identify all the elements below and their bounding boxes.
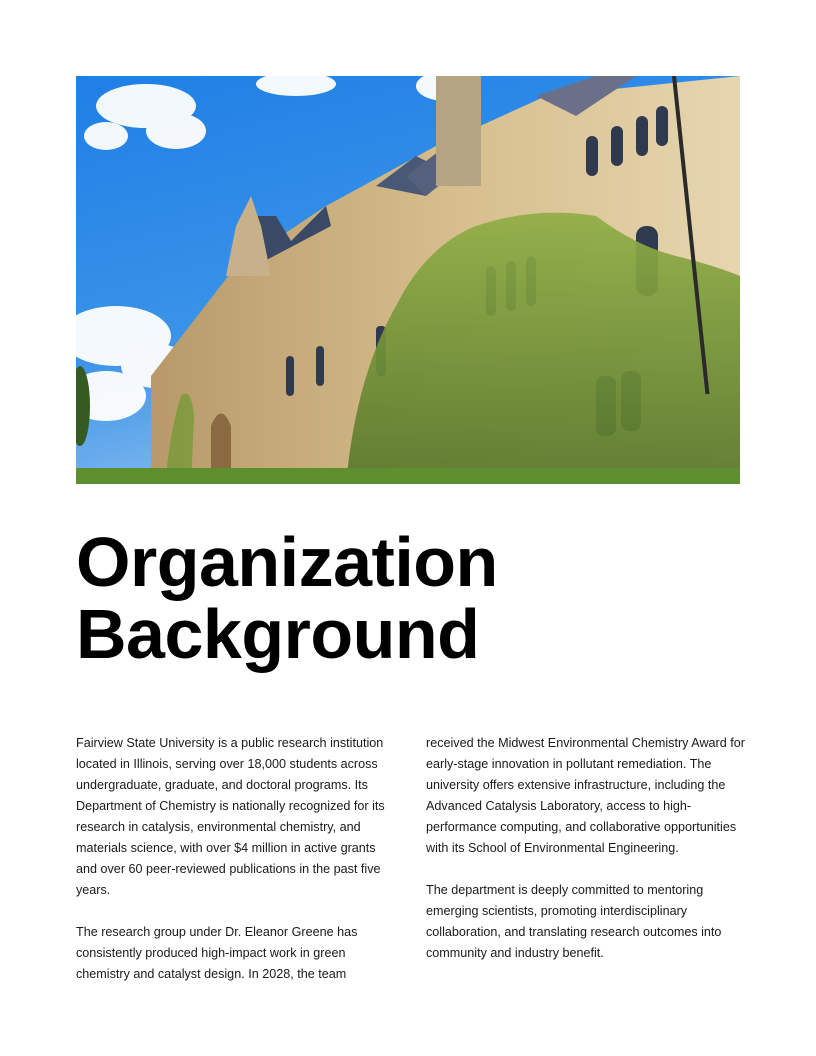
hero-image (76, 76, 740, 484)
university-building-photo (76, 76, 740, 484)
page-title (76, 523, 498, 673)
paragraph-intro: Fairview State University is a public research institution located in Illinois, serving over 18,000 students across undergraduate, graduate, and doctoral programs. Its Department of Chemistry is nationally recognized for its research in catalysis, environmental chemistry, and materials science, with over $4 million in active grants and over 60 peer-reviewed publications in the past five years. (76, 736, 385, 897)
body-column-right (426, 733, 746, 985)
paragraph-award-infrastructure: received the Midwest Environmental Chemistry Award for early-stage innovation in pollutant remediation. The university offers extensive infrastructure, including the Advanced Catalysis Laboratory, access to high-performance computing, and collaborative opportunities with its School of Environmental Engineering. (426, 736, 745, 855)
paragraph-research-group: The research group under Dr. Eleanor Greene has consistently produced high-impact work in green chemistry and catalyst design. In 2028, the team (76, 925, 358, 981)
paragraph-mentoring: The department is deeply committed to mentoring emerging scientists, promoting interdisciplinary collaboration, and translating research outcomes into community and industry benefit. (426, 883, 722, 960)
body-column-left (76, 733, 396, 1006)
page-title-line-2: Background (76, 595, 480, 673)
page-title-line-1: Organization (76, 523, 498, 601)
